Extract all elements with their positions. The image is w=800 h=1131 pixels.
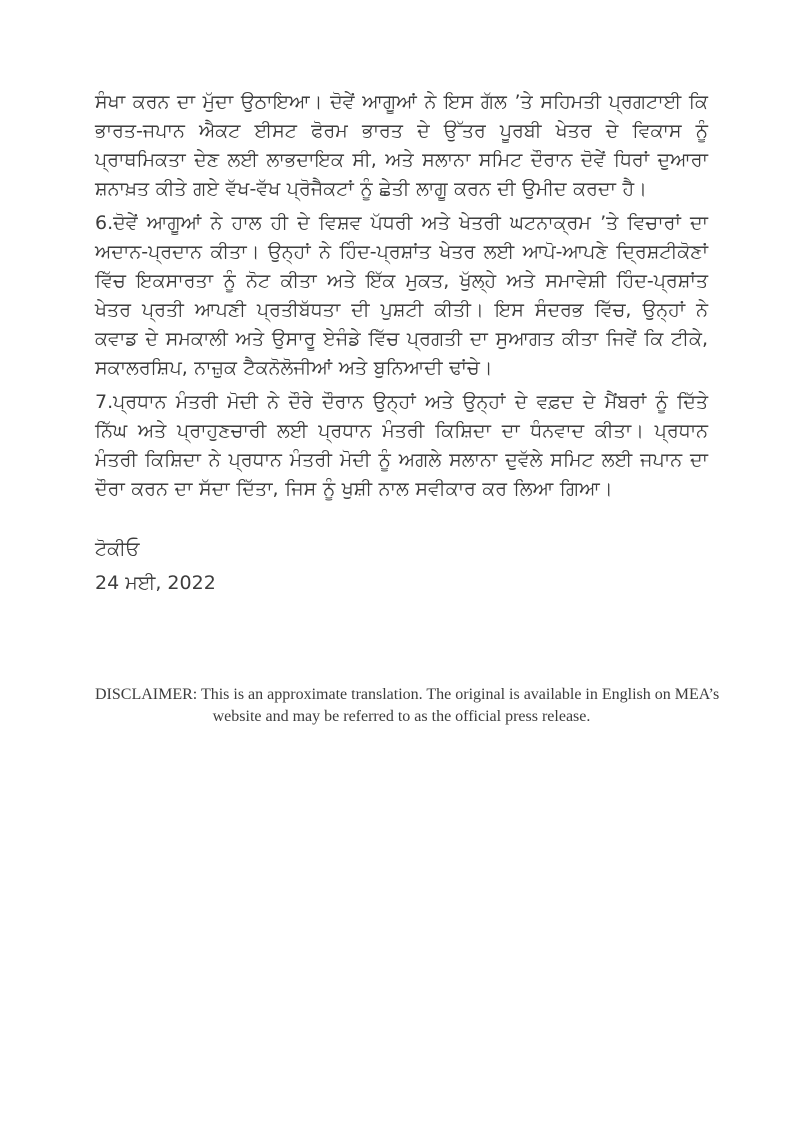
paragraph-7: 7.ਪ੍ਰਧਾਨ ਮੰਤਰੀ ਮੋਦੀ ਨੇ ਦੌਰੇ ਦੌਰਾਨ ਉਨ੍ਹਾਂ ਅਤੇ ਉਨ੍ਹਾਂ ਦੇ ਵਫ਼ਦ ਦੇ ਮੈਂਬਰਾਂ ਨੂੰ ਦਿੱਤੇ ਨਿੱਘ ਅਤੇ ਪ੍ਰਾਹੁਣਚਾਰੀ ਲਈ ਪ੍ਰਧਾਨ ਮੰਤਰੀ ਕਿਸ਼ਿਦਾ ਦਾ ਧੰਨਵਾਦ ਕੀਤਾ। ਪ੍ਰਧਾਨ ਮੰਤਰੀ ਕਿਸ਼ਿਦਾ ਨੇ ਪ੍ਰਧਾਨ ਮੰਤਰੀ ਮੋਦੀ ਨੂੰ ਅਗਲੇ ਸਲਾਨਾ ਦੁਵੱਲੇ ਸਮਿਟ ਲਈ ਜਪਾਨ ਦਾ ਦੌਰਾ ਕਰਨ ਦਾ ਸੱਦਾ ਦਿੱਤਾ, ਜਿਸ ਨੂੰ ਖੁਸ਼ੀ ਨਾਲ ਸਵੀਕਾਰ ਕਰ ਲਿਆ ਗਿਆ। xyxy=(95,391,708,500)
document-body xyxy=(95,88,720,728)
dateline-place: ਟੋਕੀਓ xyxy=(95,538,140,560)
disclaimer-line-2: website and may be referred to as the official press release. xyxy=(212,708,591,725)
disclaimer-line-1: DISCLAIMER: This is an approximate translation. The original is available in English on MEA’s xyxy=(95,686,720,703)
paragraph-continuation: ਸੰਖਾ ਕਰਨ ਦਾ ਮੁੱਦਾ ਉਠਾਇਆ। ਦੋਵੇਂ ਆਗੂਆਂ ਨੇ ਇਸ ਗੱਲ ’ਤੇ ਸਹਿਮਤੀ ਪ੍ਰਗਟਾਈ ਕਿ ਭਾਰਤ-ਜਪਾਨ ਐਕਟ ਈਸਟ ਫੋਰਮ ਭਾਰਤ ਦੇ ਉੱਤਰ ਪੂਰਬੀ ਖੇਤਰ ਦੇ ਵਿਕਾਸ ਨੂੰ ਪ੍ਰਾਥਮਿਕਤਾ ਦੇਣ ਲਈ ਲਾਭਦਾਇਕ ਸੀ, ਅਤੇ ਸਲਾਨਾ ਸਮਿਟ ਦੌਰਾਨ ਦੋਵੇਂ ਧਿਰਾਂ ਦੁਆਰਾ ਸ਼ਨਾਖ਼ਤ ਕੀਤੇ ਗਏ ਵੱਖ-ਵੱਖ ਪ੍ਰੋਜੈਕਟਾਂ ਨੂੰ ਛੇਤੀ ਲਾਗੂ ਕਰਨ ਦੀ ਉਮੀਦ ਕਰਦਾ ਹੈ। xyxy=(95,91,708,200)
disclaimer xyxy=(95,684,720,728)
dateline-date: 24 ਮਈ, 2022 xyxy=(95,572,216,594)
paragraph-6: 6.ਦੋਵੇਂ ਆਗੂਆਂ ਨੇ ਹਾਲ ਹੀ ਦੇ ਵਿਸ਼ਵ ਪੱਧਰੀ ਅਤੇ ਖੇਤਰੀ ਘਟਨਾਕ੍ਰਮ ’ਤੇ ਵਿਚਾਰਾਂ ਦਾ ਅਦਾਨ-ਪ੍ਰਦਾਨ ਕੀਤਾ। ਉਨ੍ਹਾਂ ਨੇ ਹਿੰਦ-ਪ੍ਰਸ਼ਾਂਤ ਖੇਤਰ ਲਈ ਆਪੋ-ਆਪਣੇ ਦ੍ਰਿਸ਼ਟੀਕੋਣਾਂ ਵਿੱਚ ਇਕਸਾਰਤਾ ਨੂੰ ਨੋਟ ਕੀਤਾ ਅਤੇ ਇੱਕ ਮੁਕਤ, ਖੁੱਲ੍ਹੇ ਅਤੇ ਸਮਾਵੇਸ਼ੀ ਹਿੰਦ-ਪ੍ਰਸ਼ਾਂਤ ਖੇਤਰ ਪ੍ਰਤੀ ਆਪਣੀ ਪ੍ਰਤੀਬੱਧਤਾ ਦੀ ਪੁਸ਼ਟੀ ਕੀਤੀ। ਇਸ ਸੰਦਰਭ ਵਿੱਚ, ਉਨ੍ਹਾਂ ਨੇ ਕਵਾਡ ਦੇ ਸਮਕਾਲੀ ਅਤੇ ਉਸਾਰੂ ਏਜੰਡੇ ਵਿੱਚ ਪ੍ਰਗਤੀ ਦਾ ਸੁਆਗਤ ਕੀਤਾ ਜਿਵੇਂ ਕਿ ਟੀਕੇ, ਸਕਾਲਰਸ਼ਿਪ, ਨਾਜ਼ੁਕ ਟੈਕਨੋਲੋਜੀਆਂ ਅਤੇ ਬੁਨਿਆਦੀ ਢਾਂਚੇ। xyxy=(95,212,708,379)
